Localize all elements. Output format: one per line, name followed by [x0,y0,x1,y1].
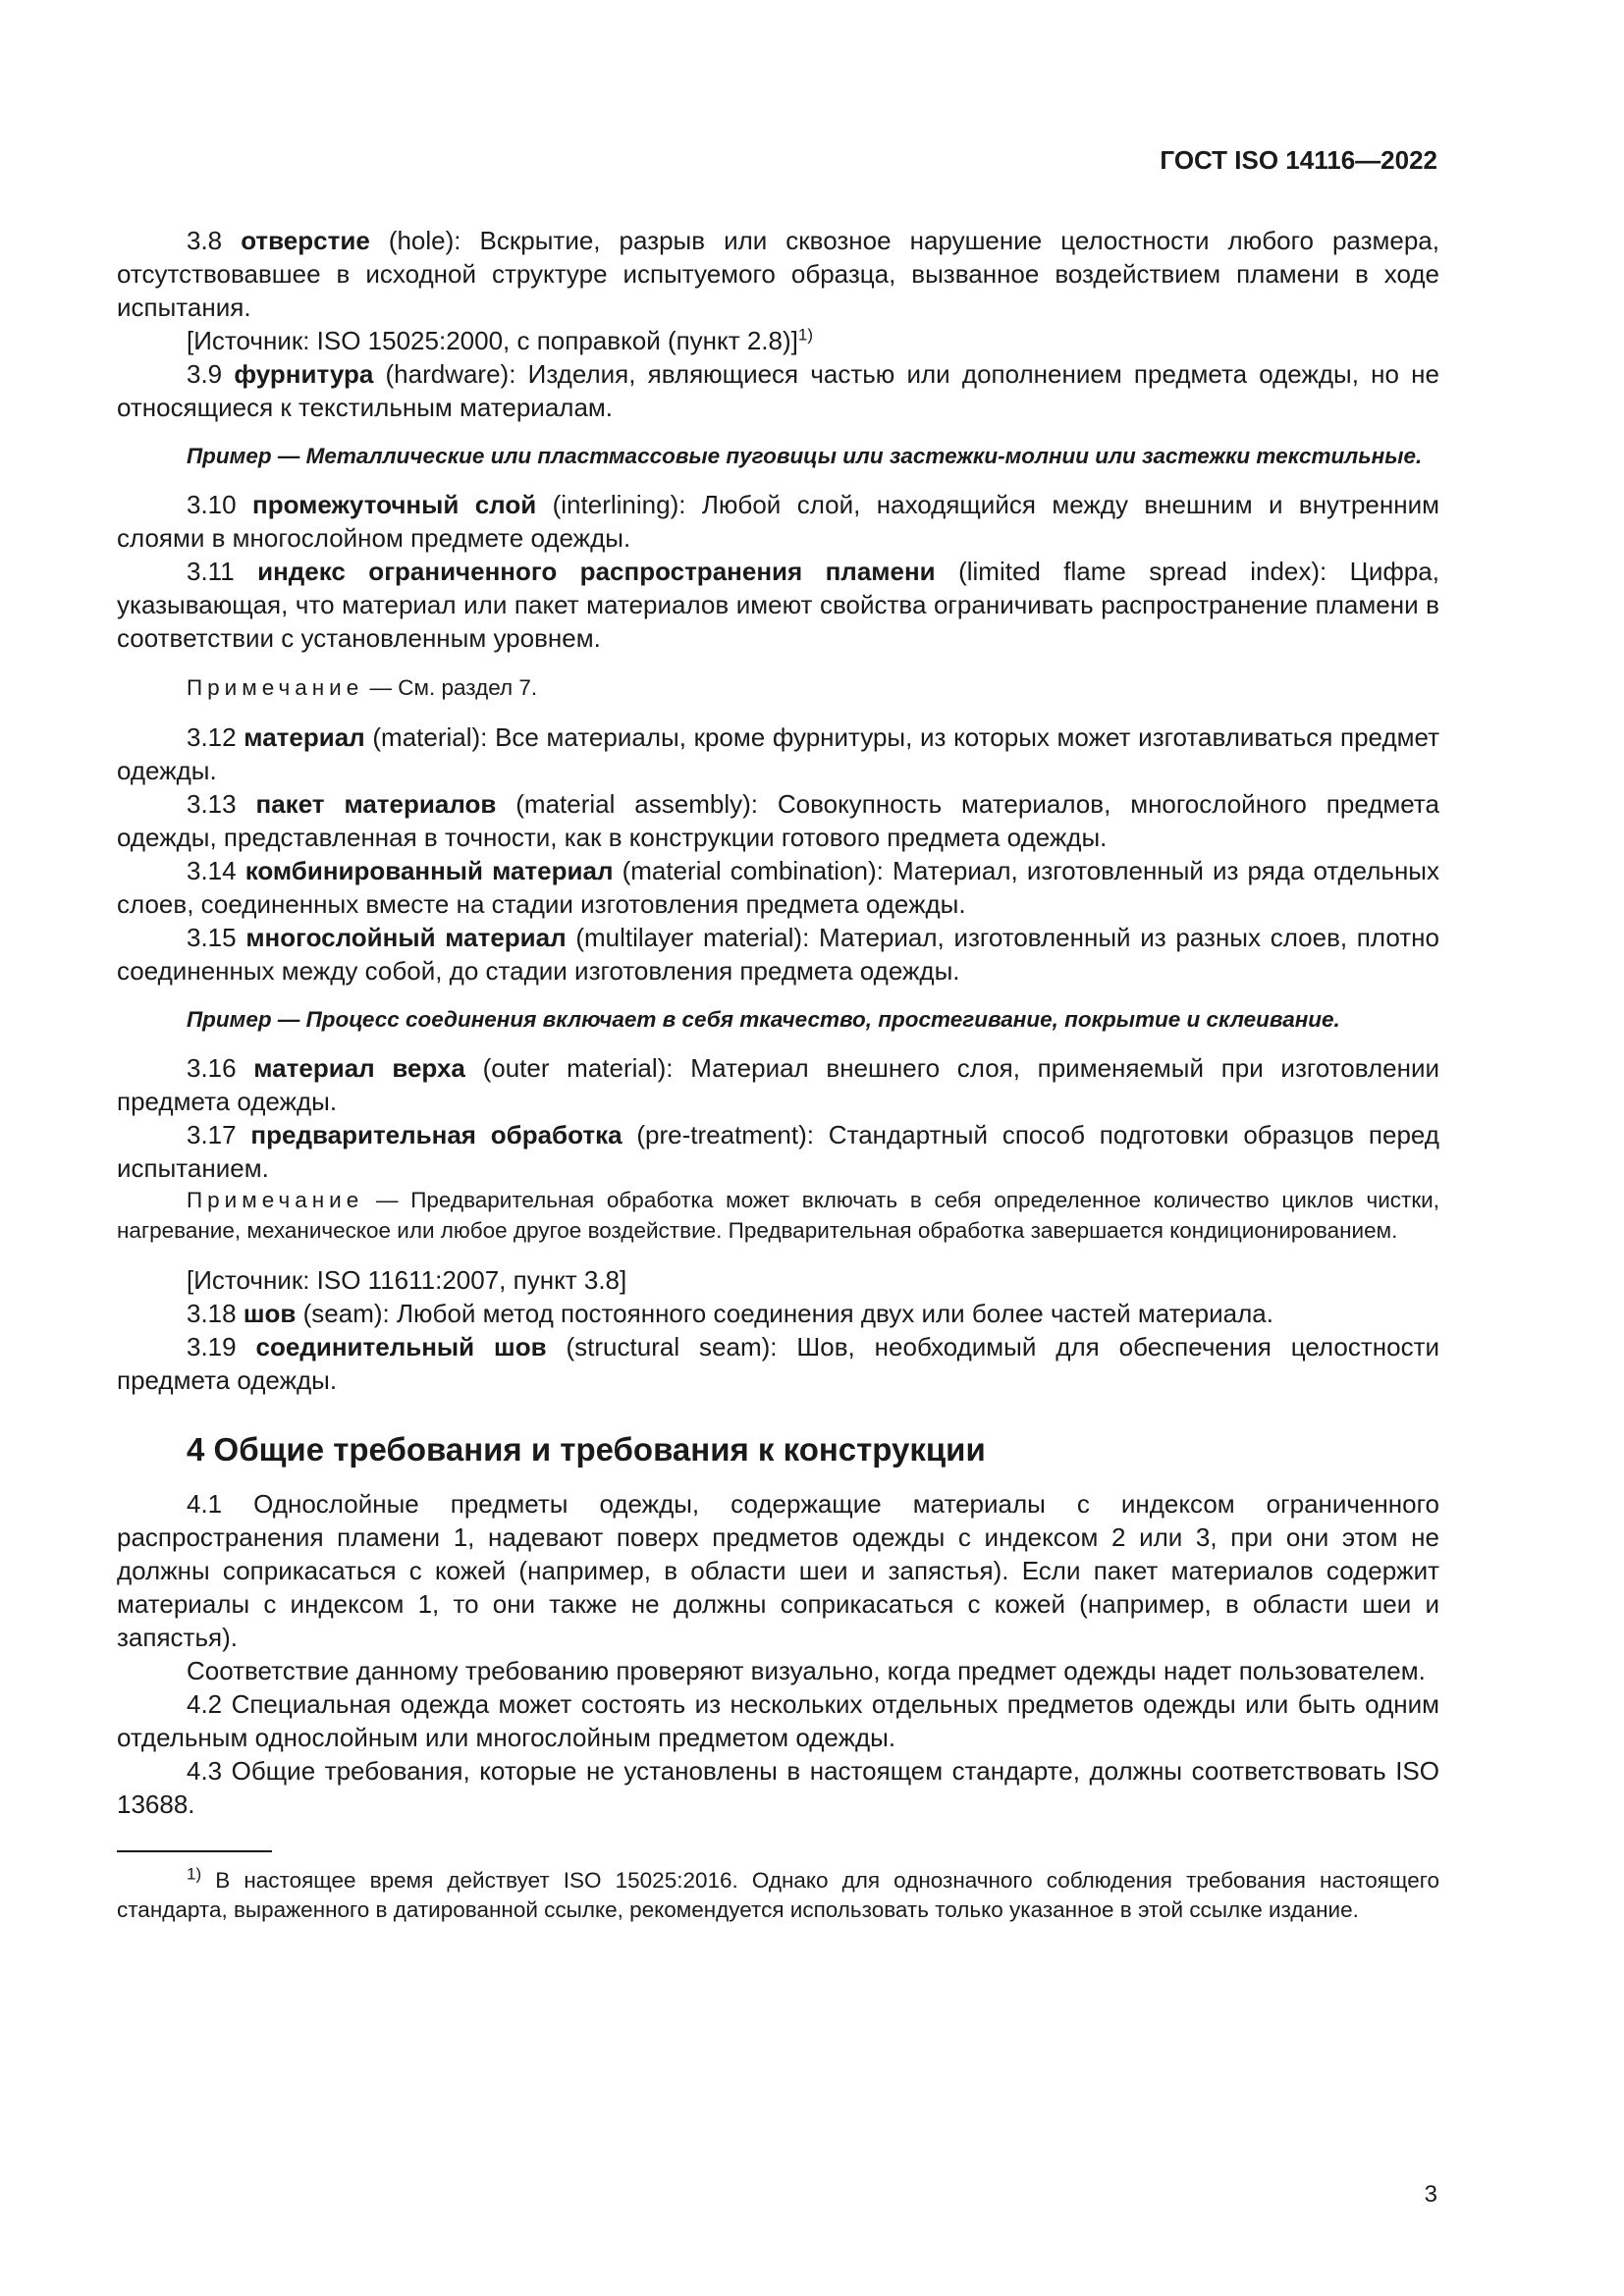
section-heading: 4 Общие требования и требования к конструкции [187,1431,986,1468]
example-note: Пример — Процесс соединения включает в себя ткачество, простегивание, покрытие и склеивание. [187,1007,1340,1032]
term-number: 3.12 [187,722,237,752]
term-definition [117,1118,1439,1185]
note-label: Примечание [187,1188,364,1212]
term-english: (outer material): [482,1053,674,1083]
term-name: отверстие [241,226,370,255]
term-name: соединительный шов [255,1332,547,1362]
term-definition [117,555,1439,655]
note-text: — См. раздел 7. [369,675,538,700]
note [117,1185,1439,1246]
term-number: 3.16 [187,1053,237,1083]
source-reference: [Источник: ISO 11611:2007, пункт 3.8] [187,1265,627,1295]
term-number: 3.17 [187,1120,237,1149]
term-text: Вскрытие, разрыв или сквозное нарушение целостности любого размера, отсутствовавшее в исходной структуре испытуемого образца, вызванное воздействием пламени в ходе испытания. [117,226,1439,322]
page-content [117,224,1439,1925]
footnote-mark: 1) [187,1864,202,1884]
term-name: индекс ограниченного распространения пламени [257,557,936,586]
term-english: (multilayer material): [575,923,810,952]
term-english: (material): [372,722,488,752]
term-text: Любой слой, находящийся между внешним и внутренним слоями в многослойном предмете одежды. [117,490,1440,553]
term-definition [117,1051,1439,1118]
term-text: Материал, изготовленный из ряда отдельных слоев, соединенных вместе на стадии изготовления предмета одежды. [117,856,1439,919]
note-text: — Предварительная обработка может включать в себя определенное количество циклов чистки, нагревание, механическое или любое другое воздействие. Предварительная обработка завершается кондиционированием. [117,1188,1439,1243]
term-definition [117,488,1439,555]
term-number: 3.8 [187,226,223,255]
source-reference [117,324,1439,357]
term-definition [117,224,1439,324]
paragraph: Соответствие данному требованию проверяют визуально, когда предмет одежды надет пользователем. [187,1656,1426,1685]
term-number: 3.14 [187,856,237,885]
term-text: Стандартный способ подготовки образцов перед испытанием. [117,1120,1439,1183]
term-name: предварительная обработка [250,1120,623,1149]
term-english: (material assembly): [515,789,758,819]
term-definition [117,357,1439,424]
paragraph: 4.1 Однослойные предметы одежды, содержащие материалы с индексом ограниченного распространения пламени 1, надевают поверх предметов одежды с индексом 2 или 3, при они этом не должны соприкасаться с кожей (например, в области шеи и запястья). Если пакет материалов содержит материалы с индексом 1, то они также не должны соприкасаться с кожей (например, в области шеи и запястья). [117,1489,1439,1652]
term-text: Любой метод постоянного соединения двух или более частей материала. [396,1299,1273,1328]
term-name: шов [243,1299,297,1328]
term-number: 3.15 [187,923,237,952]
term-text: Материал, изготовленный из разных слоев, плотно соединенных между собой, до стадии изготовления предмета одежды. [117,923,1439,986]
term-text: Шов, необходимый для обеспечения целостности предмета одежды. [117,1332,1439,1395]
term-english: (pre-treatment): [636,1120,814,1149]
document-header: ГОСТ ISO 14116—2022 [1160,145,1437,175]
term-name: пакет материалов [255,789,497,819]
note [117,672,1439,703]
term-name: промежуточный слой [252,490,537,519]
term-english: (material combination): [622,856,884,885]
term-definition [117,1330,1439,1397]
term-definition [117,721,1439,787]
source-text: [Источник: ISO 15025:2000, с поправкой (пункт 2.8)] [187,326,798,355]
term-text: Изделия, являющиеся частью или дополнением предмета одежды, но не относящиеся к текстильным материалам. [117,359,1439,422]
term-definition [117,1297,1439,1330]
term-definition [117,787,1439,854]
term-english: (seam): [302,1299,390,1328]
term-name: фурнитура [234,359,374,389]
term-number: 3.13 [187,789,237,819]
example-note: Пример — Металлические или пластмассовые пуговицы или застежки-молнии или застежки текстильные. [187,444,1423,468]
term-text: Цифра, указывающая, что материал или пакет материалов имеют свойства ограничивать распространение пламени в соответствии с установленным уровнем. [117,557,1439,653]
term-english: (interlining): [552,490,686,519]
term-english: (hole): [388,226,461,255]
term-number: 3.11 [187,557,235,586]
page-number: 3 [1424,2181,1437,2208]
paragraph: 4.3 Общие требования, которые не установлены в настоящем стандарте, должны соответствовать ISO 13688. [117,1756,1439,1819]
footnote-ref: 1) [797,325,813,345]
term-number: 3.9 [187,359,223,389]
footnote [117,1866,1439,1925]
term-english: (limited flame spread index): [958,557,1327,586]
paragraph: 4.2 Специальная одежда может состоять из нескольких отдельных предметов одежды или быть одним отдельным однослойным или многослойным предметом одежды. [117,1689,1439,1752]
term-definition [117,854,1439,921]
term-name: материал [244,722,365,752]
term-number: 3.19 [187,1332,237,1362]
footnote-divider [117,1850,272,1852]
term-text: Материал внешнего слоя, применяемый при изготовлении предмета одежды. [117,1053,1439,1116]
term-english: (hardware): [385,359,516,389]
term-number: 3.10 [187,490,237,519]
term-name: материал верха [253,1053,465,1083]
note-label: Примечание [187,675,364,700]
term-name: многослойный материал [245,923,567,952]
term-definition [117,921,1439,988]
term-number: 3.18 [187,1299,237,1328]
footnote-text: В настоящее время действует ISO 15025:2016. Однако для однозначного соблюдения требования настоящего стандарта, выраженного в датированной ссылке, рекомендуется использовать только указанное в этой ссылке издание. [117,1868,1439,1922]
term-english: (structural seam): [566,1332,778,1362]
term-name: комбинированный материал [244,856,614,885]
term-text: Совокупность материалов, многослойного предмета одежды, представленная в точности, как в конструкции готового предмета одежды. [117,789,1439,852]
term-text: Все материалы, кроме фурнитуры, из которых может изготавливаться предмет одежды. [117,722,1440,785]
